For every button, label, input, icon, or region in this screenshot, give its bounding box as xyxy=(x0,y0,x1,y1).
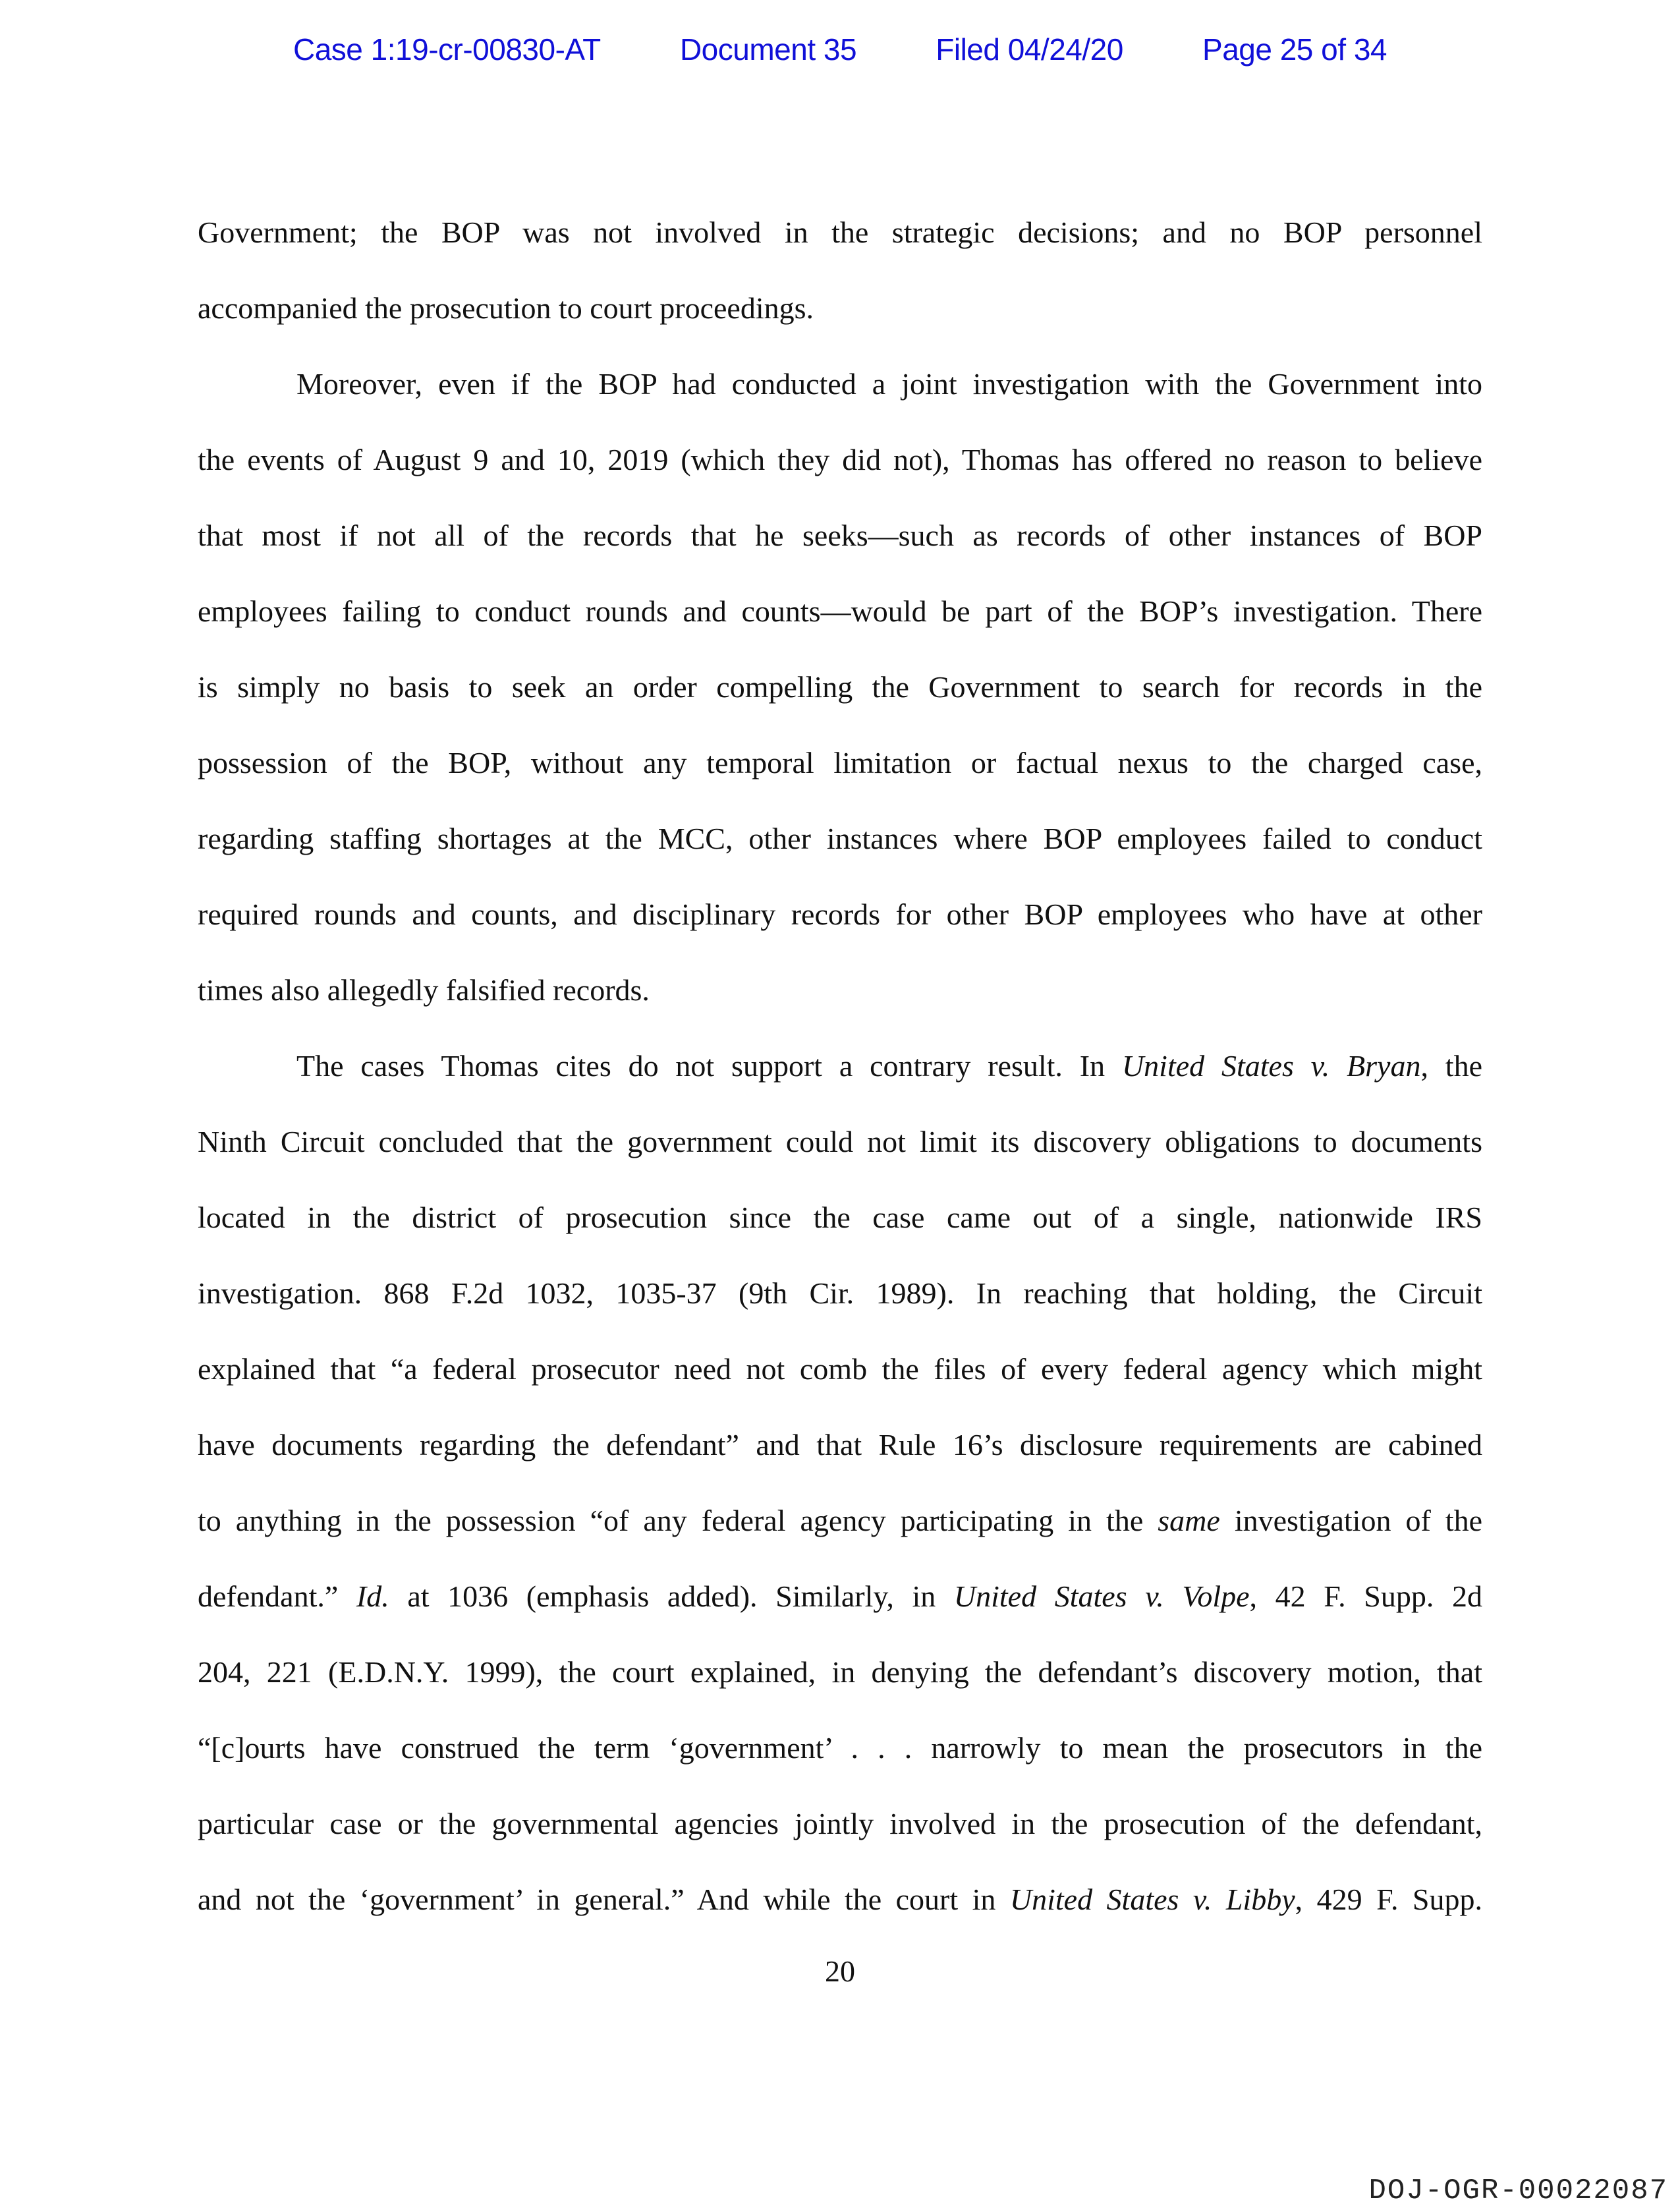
text-line: “[c]ourts have construed the term ‘government’ . . . narrowly to mean the prosecutors in the xyxy=(198,1731,1482,1765)
bates-number: DOJ-OGR-00022087 xyxy=(1368,2174,1668,2207)
text-line: times also allegedly falsified records. xyxy=(198,973,650,1007)
text-line: Ninth Circuit concluded that the government could not limit its discovery obligations to documents xyxy=(198,1125,1482,1158)
page-of-total: Page 25 of 34 xyxy=(1202,32,1387,67)
page-number: 20 xyxy=(825,1954,855,1988)
text-line: required rounds and counts, and disciplinary records for other BOP employees who have at other xyxy=(198,897,1482,931)
text-line: the events of August 9 and 10, 2019 (which they did not), Thomas has offered no reason to believe xyxy=(198,443,1482,476)
text-line: that most if not all of the records that he seeks—such as records of other instances of BOP xyxy=(198,519,1482,552)
text-line: to anything in the possession “of any federal agency participating in the same investigation of the xyxy=(198,1504,1482,1537)
case-number: Case 1:19-cr-00830-AT xyxy=(293,32,601,67)
paragraph xyxy=(198,346,1482,1028)
text-line: located in the district of prosecution since the case came out of a single, nationwide IRS xyxy=(198,1201,1482,1234)
text-line: possession of the BOP, without any temporal limitation or factual nexus to the charged case, xyxy=(198,746,1482,780)
paragraph xyxy=(198,1028,1482,1937)
text-line: have documents regarding the defendant” and that Rule 16’s disclosure requirements are cabined xyxy=(198,1428,1482,1461)
text-line: regarding staffing shortages at the MCC, other instances where BOP employees failed to conduct xyxy=(198,822,1482,855)
text-line: The cases Thomas cites do not support a contrary result. In United States v. Bryan, the xyxy=(296,1049,1482,1083)
text-line: Moreover, even if the BOP had conducted a joint investigation with the Government into xyxy=(296,367,1482,401)
text-line: employees failing to conduct rounds and counts—would be part of the BOP’s investigation. There xyxy=(198,594,1482,628)
filed-date: Filed 04/24/20 xyxy=(936,32,1123,67)
text-line: 204, 221 (E.D.N.Y. 1999), the court explained, in denying the defendant’s discovery motion, that xyxy=(198,1655,1482,1689)
text-line: Government; the BOP was not involved in the strategic decisions; and no BOP personnel xyxy=(198,215,1482,249)
text-line: is simply no basis to seek an order compelling the Government to search for records in the xyxy=(198,670,1482,704)
text-line: accompanied the prosecution to court proceedings. xyxy=(198,291,814,325)
text-line: explained that “a federal prosecutor need not comb the files of every federal agency which might xyxy=(198,1352,1482,1386)
text-line: particular case or the governmental agencies jointly involved in the prosecution of the defendant, xyxy=(198,1807,1482,1840)
ecf-header xyxy=(293,32,1387,67)
document-body xyxy=(198,194,1482,1937)
paragraph xyxy=(198,194,1482,346)
text-line: defendant.” Id. at 1036 (emphasis added). Similarly, in United States v. Volpe, 42 F. Supp. 2d xyxy=(198,1579,1482,1613)
document-number: Document 35 xyxy=(679,32,857,67)
text-line: investigation. 868 F.2d 1032, 1035-37 (9th Cir. 1989). In reaching that holding, the Circuit xyxy=(198,1276,1482,1310)
text-line: and not the ‘government’ in general.” And while the court in United States v. Libby, 429 F. Supp. xyxy=(198,1883,1483,1916)
